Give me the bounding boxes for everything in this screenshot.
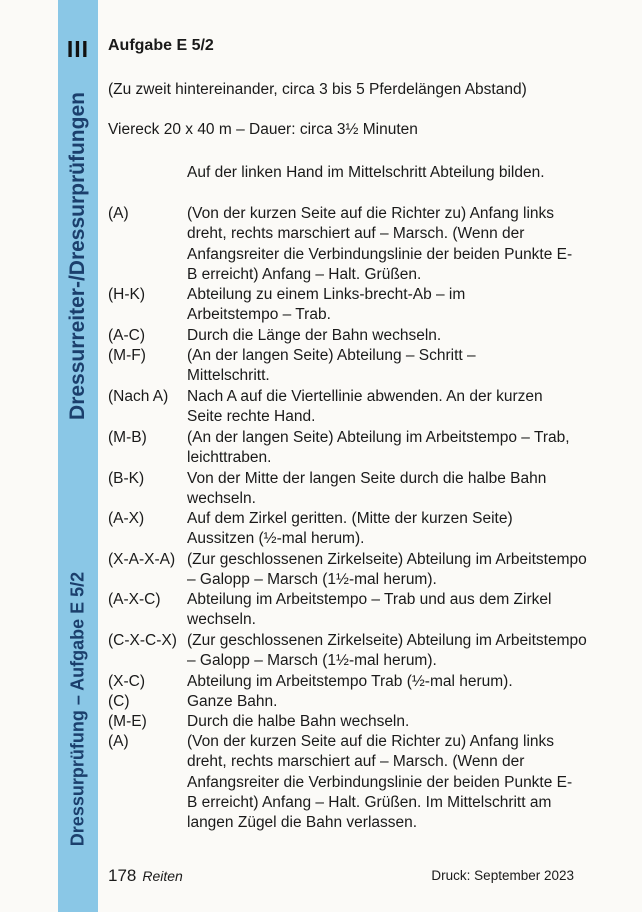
step-text: (An der langen Seite) Abteilung – Schritt – Mittelschritt. bbox=[187, 347, 476, 385]
task-title: Aufgabe E 5/2 bbox=[108, 37, 214, 54]
page-number: 178 bbox=[108, 866, 137, 885]
step-code: (M-B) bbox=[108, 429, 147, 446]
step-code: (A-X) bbox=[108, 510, 145, 527]
step-code: (A-C) bbox=[108, 327, 146, 344]
step bbox=[108, 285, 628, 326]
step-text: (Von der kurzen Seite auf die Richter zu) Anfang links dreht, rechts marschiert auf – Marsch. (Wenn der Anfangsreiter die Verbindungslinie der beiden Punkte E-B erreicht) Anfang – Halt. Grüßen. Im Mittelschritt am langen Zügel die Bahn verlassen. bbox=[187, 733, 573, 832]
step-text: Abteilung zu einem Links-brecht-Ab – im Arbeitstempo – Trab. bbox=[187, 286, 466, 324]
formation-note: (Zu zweit hintereinander, circa 3 bis 5 Pferdelängen Abstand) bbox=[108, 81, 527, 98]
step-code: (X-C) bbox=[108, 673, 146, 690]
sidebar-title-bottom: Dressurprüfung – Aufgabe E 5/2 bbox=[67, 571, 88, 847]
step-text: Nach A auf die Viertellinie abwenden. An der kurzen Seite rechte Hand. bbox=[187, 388, 543, 426]
step-code: (A) bbox=[108, 205, 129, 222]
step bbox=[108, 509, 628, 550]
step bbox=[108, 428, 628, 469]
step bbox=[108, 163, 628, 183]
step-text: Auf der linken Hand im Mittelschritt Abteilung bilden. bbox=[187, 164, 545, 181]
step-code: (A-X-C) bbox=[108, 591, 161, 608]
arena-info: Viereck 20 x 40 m – Dauer: circa 3½ Minuten bbox=[108, 121, 418, 138]
print-date: Druck: September 2023 bbox=[431, 868, 574, 883]
step bbox=[108, 346, 628, 387]
step bbox=[108, 712, 628, 732]
step-text: Durch die halbe Bahn wechseln. bbox=[187, 713, 410, 730]
step bbox=[108, 326, 628, 346]
step-text: Abteilung im Arbeitstempo – Trab und aus dem Zirkel wechseln. bbox=[187, 591, 552, 629]
step bbox=[108, 387, 628, 428]
step-text: (Zur geschlossenen Zirkelseite) Abteilung im Arbeitstempo – Galopp – Marsch (1½-mal herum). bbox=[187, 551, 587, 589]
step-code: (A) bbox=[108, 733, 129, 750]
step bbox=[108, 631, 628, 672]
step-code: (B-K) bbox=[108, 470, 145, 487]
step-text: Auf dem Zirkel geritten. (Mitte der kurzen Seite) Aussitzen (½-mal herum). bbox=[187, 510, 513, 548]
step bbox=[108, 469, 628, 510]
step bbox=[108, 550, 628, 591]
step-text: Durch die Länge der Bahn wechseln. bbox=[187, 327, 442, 344]
step-text: Abteilung im Arbeitstempo Trab (½-mal herum). bbox=[187, 673, 513, 690]
step bbox=[108, 732, 628, 833]
page-footer bbox=[108, 866, 574, 886]
step-code: (M-F) bbox=[108, 347, 146, 364]
sidebar-title-top: Dressurreiter-/Dressurprüfungen bbox=[66, 92, 89, 420]
step-code: (C) bbox=[108, 693, 130, 710]
step bbox=[108, 204, 628, 285]
step-code: (M-E) bbox=[108, 713, 147, 730]
step-text: (Von der kurzen Seite auf die Richter zu) Anfang links dreht, rechts marschiert auf – Marsch. (Wenn der Anfangsreiter die Verbindungslinie der beiden Punkte E-B erreicht) Anfang – Halt. Grüßen. bbox=[187, 205, 573, 283]
step-code: (Nach A) bbox=[108, 388, 169, 405]
step bbox=[108, 672, 628, 692]
step-code: (H-K) bbox=[108, 286, 146, 303]
step-text: Von der Mitte der langen Seite durch die halbe Bahn wechseln. bbox=[187, 470, 547, 508]
step bbox=[108, 590, 628, 631]
step-code: (X-A-X-A) bbox=[108, 551, 176, 568]
task-header bbox=[108, 35, 628, 140]
step bbox=[108, 692, 628, 712]
step-text: (Zur geschlossenen Zirkelseite) Abteilung im Arbeitstempo – Galopp – Marsch (1½-mal herum). bbox=[187, 632, 587, 670]
chapter-number: III bbox=[66, 36, 90, 62]
step-code: (C-X-C-X) bbox=[108, 632, 177, 649]
step-text: (An der langen Seite) Abteilung im Arbeitstempo – Trab, leichttraben. bbox=[187, 429, 570, 467]
step-text: Ganze Bahn. bbox=[187, 693, 278, 710]
section-name: Reiten bbox=[142, 868, 183, 884]
